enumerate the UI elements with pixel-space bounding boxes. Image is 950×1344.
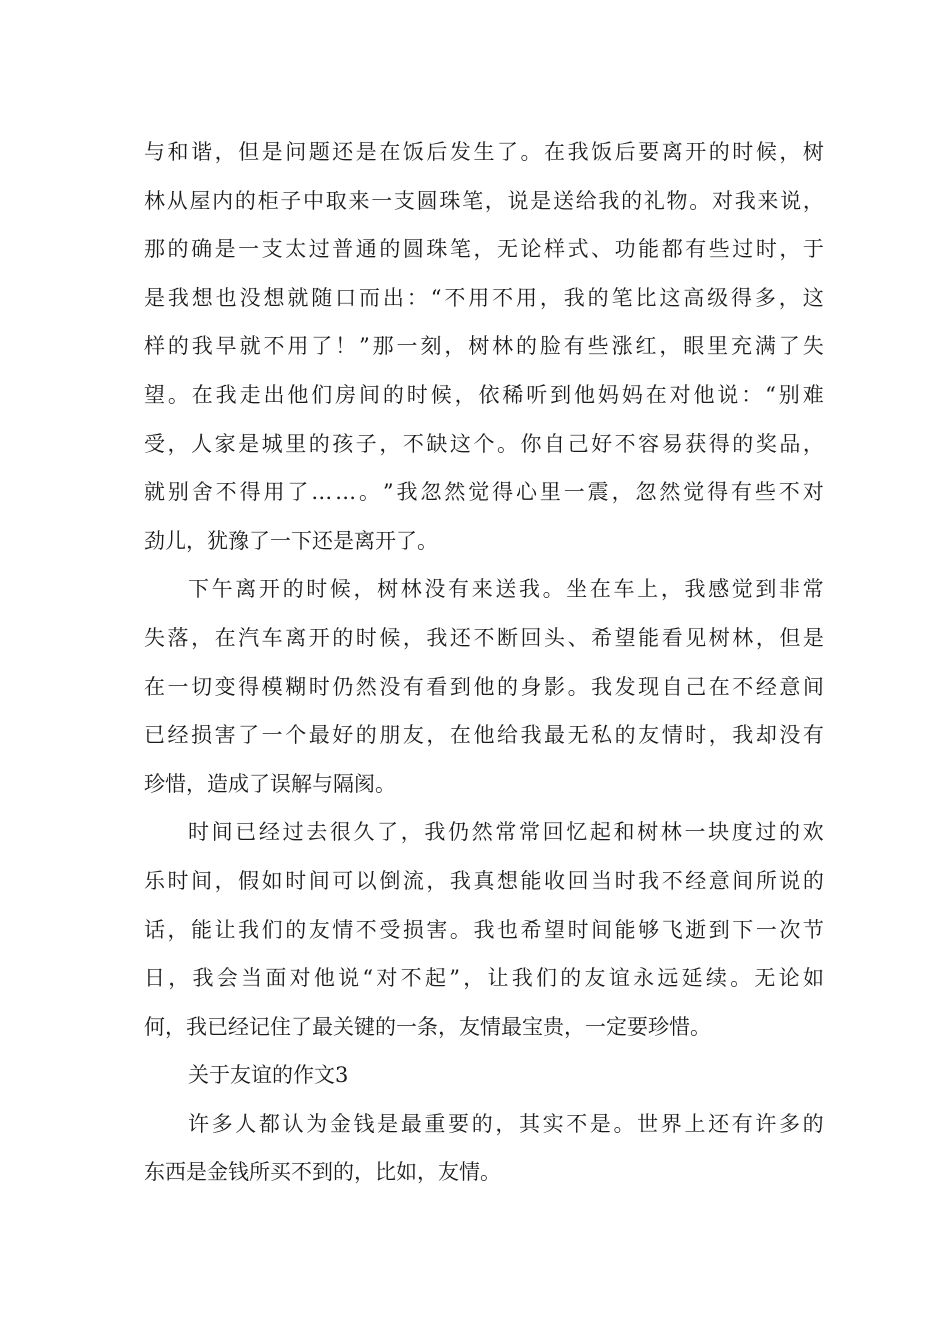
text-line: 话 ， 能 让 我 们 的 友 情 不 受 损 害 。 我 也 希 望 时 间 能 够 飞 逝 到 下 一 次 节 <box>144 917 824 942</box>
text-line: 珍惜，造成了误解与隔阂。 <box>144 771 396 796</box>
text-line: 受 ， 人 家 是 城 里 的 孩 子 ， 不 缺 这 个 。 你 自 己 好 不 容 易 获 得 的 奖 品 ， <box>144 431 824 456</box>
paragraph <box>144 128 824 565</box>
text-block-before-heading <box>144 128 824 1051</box>
text-line: 失 落 ， 在 汽 车 离 开 的 时 候 ， 我 还 不 断 回 头 、 希 望 能 看 见 树 林 ， 但 是 <box>144 625 824 650</box>
paragraph <box>144 565 824 808</box>
section-heading: 关于友谊的作文3 <box>188 1063 349 1088</box>
paragraph <box>144 808 824 1051</box>
text-line: 东西是金钱所买不到的，比如，友情。 <box>144 1160 501 1185</box>
text-line: 与 和 谐 ， 但 是 问 题 还 是 在 饭 后 发 生 了 。 在 我 饭 后 要 离 开 的 时 候 ， 树 <box>144 140 824 164</box>
text-line: 就 别 舍 不 得 用 了 … … 。 ” 我 忽 然 觉 得 心 里 一 震 ， 忽 然 觉 得 有 些 不 对 <box>144 480 824 505</box>
text-line: 是 我 想 也 没 想 就 随 口 而 出 ： “ 不 用 不 用 ， 我 的 笔 比 这 高 级 得 多 ， 这 <box>144 285 824 310</box>
document-body <box>144 128 824 1197</box>
text-line: 望 。 在 我 走 出 他 们 房 间 的 时 候 ， 依 稀 听 到 他 妈 妈 在 对 他 说 ： “ 别 难 <box>144 382 824 407</box>
text-line: 样 的 我 早 就 不 用 了 ！ ” 那 一 刻 ， 树 林 的 脸 有 些 涨 红 ， 眼 里 充 满 了 失 <box>144 334 824 359</box>
text-line: 下 午 离 开 的 时 候 ， 树 林 没 有 来 送 我 。 坐 在 车 上 ， 我 感 觉 到 非 常 <box>188 577 824 602</box>
text-block-after-heading <box>144 1100 824 1197</box>
text-line: 日 ， 我 会 当 面 对 他 说 “ 对 不 起 ” ， 让 我 们 的 友 谊 永 远 延 续 。 无 论 如 <box>144 966 824 991</box>
text-line: 已 经 损 害 了 一 个 最 好 的 朋 友 ， 在 他 给 我 最 无 私 的 友 情 时 ， 我 却 没 有 <box>144 723 824 748</box>
paragraph <box>144 1100 824 1197</box>
text-line: 乐 时 间 ， 假 如 时 间 可 以 倒 流 ， 我 真 想 能 收 回 当 时 我 不 经 意 间 所 说 的 <box>144 868 824 893</box>
text-line: 劲儿，犹豫了一下还是离开了。 <box>144 528 438 553</box>
text-line: 林 从 屋 内 的 柜 子 中 取 来 一 支 圆 珠 笔 ， 说 是 送 给 我 的 礼 物 。 对 我 来 说 ， <box>144 188 824 213</box>
text-line: 许 多 人 都 认 为 金 钱 是 最 重 要 的 ， 其 实 不 是 。 世 界 上 还 有 许 多 的 <box>188 1111 824 1136</box>
text-line: 何，我已经记住了最关键的一条，友情最宝贵，一定要珍惜。 <box>144 1014 711 1039</box>
text-line: 在 一 切 变 得 模 糊 时 仍 然 没 有 看 到 他 的 身 影 。 我 发 现 自 己 在 不 经 意 间 <box>144 674 824 699</box>
text-line: 那 的 确 是 一 支 太 过 普 通 的 圆 珠 笔 ， 无 论 样 式 、 功 能 都 有 些 过 时 ， 于 <box>144 237 824 262</box>
text-line: 时 间 已 经 过 去 很 久 了 ， 我 仍 然 常 常 回 忆 起 和 树 林 一 块 度 过 的 欢 <box>188 820 824 845</box>
